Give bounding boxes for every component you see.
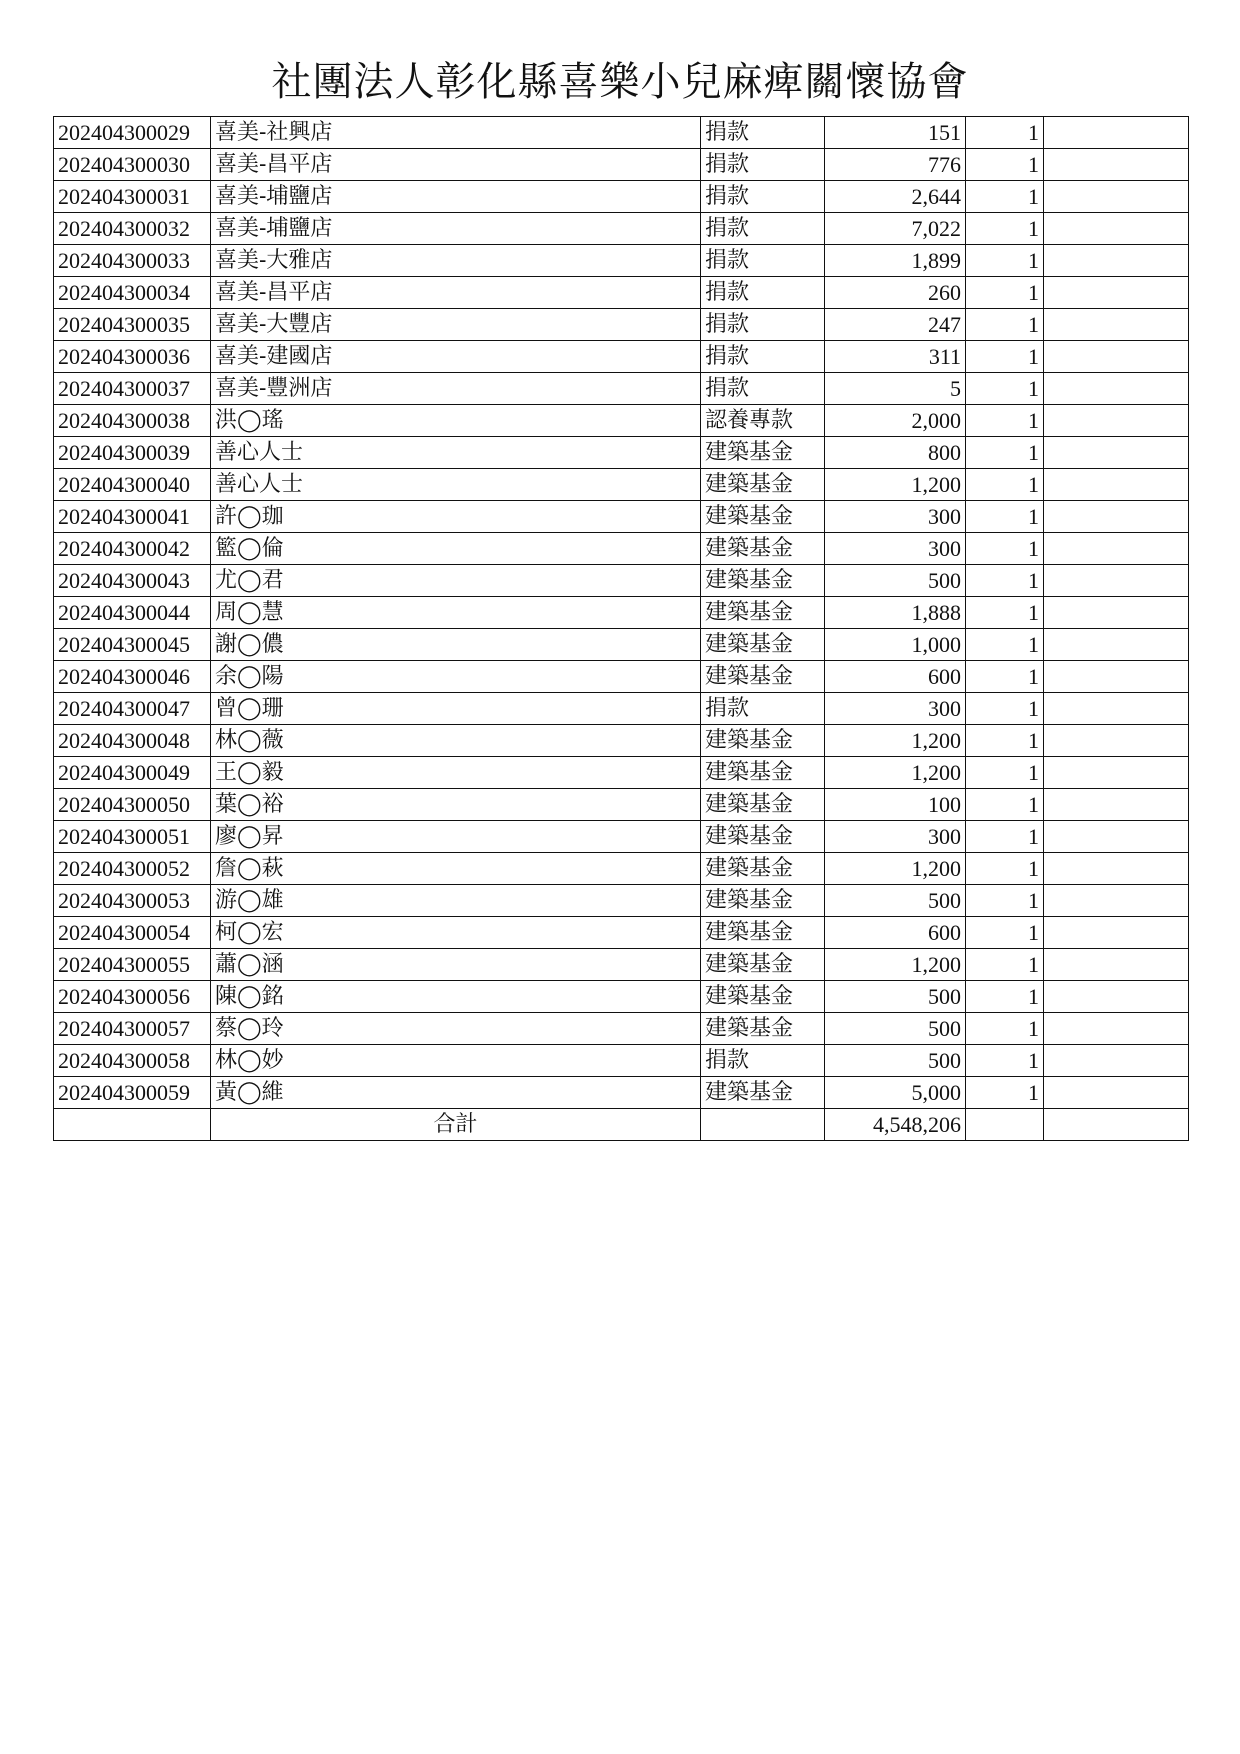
- amount-cell: 1,899: [825, 245, 966, 277]
- donation-type-cell: 建築基金: [701, 949, 825, 981]
- receipt-id-cell: 202404300054: [54, 917, 211, 949]
- donation-type-cell: 建築基金: [701, 469, 825, 501]
- quantity-cell: 1: [966, 853, 1044, 885]
- donor-name-cell: 尤◯君: [211, 565, 701, 597]
- amount-cell: 1,200: [825, 725, 966, 757]
- quantity-cell: 1: [966, 565, 1044, 597]
- donation-type-cell: 建築基金: [701, 821, 825, 853]
- donation-type-cell: 捐款: [701, 213, 825, 245]
- note-cell: [1044, 149, 1189, 181]
- donation-table: [53, 116, 1189, 1141]
- donor-name-cell: 善心人士: [211, 437, 701, 469]
- quantity-cell: 1: [966, 213, 1044, 245]
- donor-name-cell: 籃◯倫: [211, 533, 701, 565]
- donor-name-cell: 葉◯裕: [211, 789, 701, 821]
- amount-cell: 1,200: [825, 949, 966, 981]
- quantity-cell: 1: [966, 949, 1044, 981]
- receipt-id-cell: 202404300045: [54, 629, 211, 661]
- note-cell: [1044, 1013, 1189, 1045]
- amount-cell: 151: [825, 117, 966, 149]
- amount-cell: 500: [825, 981, 966, 1013]
- receipt-id-cell: 202404300055: [54, 949, 211, 981]
- donor-name-cell: 蔡◯玲: [211, 1013, 701, 1045]
- note-cell: [1044, 245, 1189, 277]
- amount-cell: 300: [825, 693, 966, 725]
- donor-name-cell: 喜美-大豐店: [211, 309, 701, 341]
- amount-cell: 100: [825, 789, 966, 821]
- table-row: [54, 565, 1189, 597]
- note-cell: [1044, 981, 1189, 1013]
- amount-cell: 260: [825, 277, 966, 309]
- total-row: [54, 1109, 1189, 1141]
- amount-cell: 500: [825, 885, 966, 917]
- receipt-id-cell: 202404300042: [54, 533, 211, 565]
- donation-type-cell: 建築基金: [701, 501, 825, 533]
- note-cell: [1044, 373, 1189, 405]
- note-cell: [1044, 309, 1189, 341]
- donation-type-cell: 建築基金: [701, 597, 825, 629]
- quantity-cell: 1: [966, 1045, 1044, 1077]
- donor-name-cell: 柯◯宏: [211, 917, 701, 949]
- table-row: [54, 821, 1189, 853]
- receipt-id-cell: 202404300059: [54, 1077, 211, 1109]
- donation-type-cell: 建築基金: [701, 1013, 825, 1045]
- quantity-cell: 1: [966, 1013, 1044, 1045]
- receipt-id-cell: 202404300046: [54, 661, 211, 693]
- donation-type-cell: 捐款: [701, 1045, 825, 1077]
- quantity-cell: 1: [966, 437, 1044, 469]
- note-cell: [1044, 1045, 1189, 1077]
- note-cell: [1044, 789, 1189, 821]
- donation-type-cell: 捐款: [701, 181, 825, 213]
- amount-cell: 500: [825, 1045, 966, 1077]
- total-note-cell: [1044, 1109, 1189, 1141]
- donation-type-cell: 認養專款: [701, 405, 825, 437]
- quantity-cell: 1: [966, 149, 1044, 181]
- page-title: 社團法人彰化縣喜樂小兒麻痺關懷協會: [271, 59, 969, 105]
- amount-cell: 1,000: [825, 629, 966, 661]
- table-row: [54, 181, 1189, 213]
- table-row: [54, 405, 1189, 437]
- receipt-id-cell: 202404300050: [54, 789, 211, 821]
- quantity-cell: 1: [966, 821, 1044, 853]
- quantity-cell: 1: [966, 309, 1044, 341]
- donor-name-cell: 謝◯儂: [211, 629, 701, 661]
- note-cell: [1044, 213, 1189, 245]
- receipt-id-cell: 202404300034: [54, 277, 211, 309]
- donor-name-cell: 洪◯瑤: [211, 405, 701, 437]
- amount-cell: 247: [825, 309, 966, 341]
- quantity-cell: 1: [966, 757, 1044, 789]
- table-row: [54, 661, 1189, 693]
- table-row: [54, 341, 1189, 373]
- amount-cell: 300: [825, 821, 966, 853]
- receipt-id-cell: 202404300049: [54, 757, 211, 789]
- quantity-cell: 1: [966, 885, 1044, 917]
- quantity-cell: 1: [966, 341, 1044, 373]
- donor-name-cell: 喜美-豐洲店: [211, 373, 701, 405]
- donation-type-cell: 捐款: [701, 245, 825, 277]
- note-cell: [1044, 277, 1189, 309]
- donation-type-cell: 捐款: [701, 341, 825, 373]
- table-row: [54, 629, 1189, 661]
- receipt-id-cell: 202404300037: [54, 373, 211, 405]
- donation-table-body: [54, 117, 1189, 1141]
- donation-type-cell: 建築基金: [701, 1077, 825, 1109]
- table-row: [54, 117, 1189, 149]
- amount-cell: 1,200: [825, 469, 966, 501]
- receipt-id-cell: 202404300029: [54, 117, 211, 149]
- receipt-id-cell: 202404300043: [54, 565, 211, 597]
- donor-name-cell: 許◯珈: [211, 501, 701, 533]
- note-cell: [1044, 469, 1189, 501]
- receipt-id-cell: 202404300048: [54, 725, 211, 757]
- receipt-id-cell: 202404300040: [54, 469, 211, 501]
- note-cell: [1044, 181, 1189, 213]
- amount-cell: 1,888: [825, 597, 966, 629]
- receipt-id-cell: 202404300033: [54, 245, 211, 277]
- donor-name-cell: 陳◯銘: [211, 981, 701, 1013]
- amount-cell: 1,200: [825, 757, 966, 789]
- donor-name-cell: 余◯陽: [211, 661, 701, 693]
- amount-cell: 7,022: [825, 213, 966, 245]
- donor-name-cell: 游◯雄: [211, 885, 701, 917]
- donation-type-cell: 建築基金: [701, 789, 825, 821]
- total-amount: 4,548,206: [825, 1109, 966, 1141]
- note-cell: [1044, 885, 1189, 917]
- quantity-cell: 1: [966, 629, 1044, 661]
- quantity-cell: 1: [966, 181, 1044, 213]
- quantity-cell: 1: [966, 693, 1044, 725]
- note-cell: [1044, 725, 1189, 757]
- receipt-id-cell: 202404300057: [54, 1013, 211, 1045]
- table-row: [54, 501, 1189, 533]
- amount-cell: 300: [825, 501, 966, 533]
- amount-cell: 600: [825, 661, 966, 693]
- note-cell: [1044, 437, 1189, 469]
- donation-type-cell: 建築基金: [701, 629, 825, 661]
- table-row: [54, 1045, 1189, 1077]
- donor-name-cell: 喜美-大雅店: [211, 245, 701, 277]
- table-row: [54, 213, 1189, 245]
- amount-cell: 500: [825, 1013, 966, 1045]
- quantity-cell: 1: [966, 725, 1044, 757]
- note-cell: [1044, 661, 1189, 693]
- donation-type-cell: 建築基金: [701, 565, 825, 597]
- donation-type-cell: 建築基金: [701, 437, 825, 469]
- table-row: [54, 597, 1189, 629]
- receipt-id-cell: 202404300051: [54, 821, 211, 853]
- receipt-id-cell: 202404300044: [54, 597, 211, 629]
- receipt-id-cell: 202404300038: [54, 405, 211, 437]
- note-cell: [1044, 597, 1189, 629]
- note-cell: [1044, 501, 1189, 533]
- receipt-id-cell: 202404300035: [54, 309, 211, 341]
- donor-name-cell: 林◯薇: [211, 725, 701, 757]
- table-row: [54, 533, 1189, 565]
- donation-type-cell: 捐款: [701, 117, 825, 149]
- table-row: [54, 853, 1189, 885]
- note-cell: [1044, 693, 1189, 725]
- quantity-cell: 1: [966, 373, 1044, 405]
- donation-type-cell: 捐款: [701, 693, 825, 725]
- donor-name-cell: 喜美-埔鹽店: [211, 213, 701, 245]
- note-cell: [1044, 629, 1189, 661]
- receipt-id-cell: 202404300041: [54, 501, 211, 533]
- table-row: [54, 245, 1189, 277]
- donor-name-cell: 曾◯珊: [211, 693, 701, 725]
- quantity-cell: 1: [966, 469, 1044, 501]
- table-row: [54, 1077, 1189, 1109]
- table-row: [54, 373, 1189, 405]
- note-cell: [1044, 565, 1189, 597]
- amount-cell: 800: [825, 437, 966, 469]
- table-row: [54, 149, 1189, 181]
- quantity-cell: 1: [966, 245, 1044, 277]
- amount-cell: 2,644: [825, 181, 966, 213]
- receipt-id-cell: 202404300047: [54, 693, 211, 725]
- table-row: [54, 885, 1189, 917]
- donor-name-cell: 黃◯維: [211, 1077, 701, 1109]
- donation-type-cell: 建築基金: [701, 981, 825, 1013]
- quantity-cell: 1: [966, 597, 1044, 629]
- donation-type-cell: 建築基金: [701, 533, 825, 565]
- donor-name-cell: 喜美-昌平店: [211, 149, 701, 181]
- donor-name-cell: 喜美-埔鹽店: [211, 181, 701, 213]
- amount-cell: 1,200: [825, 853, 966, 885]
- amount-cell: 300: [825, 533, 966, 565]
- donation-type-cell: 建築基金: [701, 661, 825, 693]
- note-cell: [1044, 117, 1189, 149]
- note-cell: [1044, 757, 1189, 789]
- table-row: [54, 693, 1189, 725]
- total-type-cell: [701, 1109, 825, 1141]
- receipt-id-cell: 202404300031: [54, 181, 211, 213]
- amount-cell: 500: [825, 565, 966, 597]
- donor-name-cell: 詹◯萩: [211, 853, 701, 885]
- table-row: [54, 309, 1189, 341]
- receipt-id-cell: 202404300032: [54, 213, 211, 245]
- donation-type-cell: 建築基金: [701, 757, 825, 789]
- amount-cell: 5,000: [825, 1077, 966, 1109]
- quantity-cell: 1: [966, 117, 1044, 149]
- donor-name-cell: 喜美-建國店: [211, 341, 701, 373]
- quantity-cell: 1: [966, 981, 1044, 1013]
- amount-cell: 5: [825, 373, 966, 405]
- table-row: [54, 469, 1189, 501]
- table-row: [54, 981, 1189, 1013]
- note-cell: [1044, 853, 1189, 885]
- donor-name-cell: 林◯妙: [211, 1045, 701, 1077]
- quantity-cell: 1: [966, 789, 1044, 821]
- note-cell: [1044, 341, 1189, 373]
- donor-name-cell: 蕭◯涵: [211, 949, 701, 981]
- quantity-cell: 1: [966, 501, 1044, 533]
- receipt-id-cell: 202404300053: [54, 885, 211, 917]
- table-row: [54, 725, 1189, 757]
- receipt-id-cell: 202404300052: [54, 853, 211, 885]
- table-row: [54, 917, 1189, 949]
- amount-cell: 311: [825, 341, 966, 373]
- receipt-id-cell: 202404300039: [54, 437, 211, 469]
- table-row: [54, 757, 1189, 789]
- note-cell: [1044, 1077, 1189, 1109]
- total-qty-cell: [966, 1109, 1044, 1141]
- total-id-cell: [54, 1109, 211, 1141]
- amount-cell: 776: [825, 149, 966, 181]
- amount-cell: 2,000: [825, 405, 966, 437]
- donation-type-cell: 捐款: [701, 149, 825, 181]
- note-cell: [1044, 405, 1189, 437]
- note-cell: [1044, 949, 1189, 981]
- donor-name-cell: 廖◯昇: [211, 821, 701, 853]
- quantity-cell: 1: [966, 533, 1044, 565]
- table-row: [54, 277, 1189, 309]
- donation-type-cell: 捐款: [701, 277, 825, 309]
- donation-type-cell: 建築基金: [701, 917, 825, 949]
- quantity-cell: 1: [966, 277, 1044, 309]
- total-label: 合計: [211, 1109, 701, 1141]
- quantity-cell: 1: [966, 405, 1044, 437]
- quantity-cell: 1: [966, 917, 1044, 949]
- table-row: [54, 437, 1189, 469]
- note-cell: [1044, 821, 1189, 853]
- donation-type-cell: 建築基金: [701, 725, 825, 757]
- donation-type-cell: 建築基金: [701, 853, 825, 885]
- note-cell: [1044, 917, 1189, 949]
- amount-cell: 600: [825, 917, 966, 949]
- receipt-id-cell: 202404300036: [54, 341, 211, 373]
- note-cell: [1044, 533, 1189, 565]
- donation-type-cell: 捐款: [701, 373, 825, 405]
- donor-name-cell: 喜美-社興店: [211, 117, 701, 149]
- quantity-cell: 1: [966, 1077, 1044, 1109]
- receipt-id-cell: 202404300056: [54, 981, 211, 1013]
- table-row: [54, 1013, 1189, 1045]
- donor-name-cell: 善心人士: [211, 469, 701, 501]
- donor-name-cell: 喜美-昌平店: [211, 277, 701, 309]
- donation-type-cell: 捐款: [701, 309, 825, 341]
- donor-name-cell: 王◯毅: [211, 757, 701, 789]
- table-row: [54, 789, 1189, 821]
- quantity-cell: 1: [966, 661, 1044, 693]
- donor-name-cell: 周◯慧: [211, 597, 701, 629]
- receipt-id-cell: 202404300030: [54, 149, 211, 181]
- receipt-id-cell: 202404300058: [54, 1045, 211, 1077]
- donation-type-cell: 建築基金: [701, 885, 825, 917]
- table-row: [54, 949, 1189, 981]
